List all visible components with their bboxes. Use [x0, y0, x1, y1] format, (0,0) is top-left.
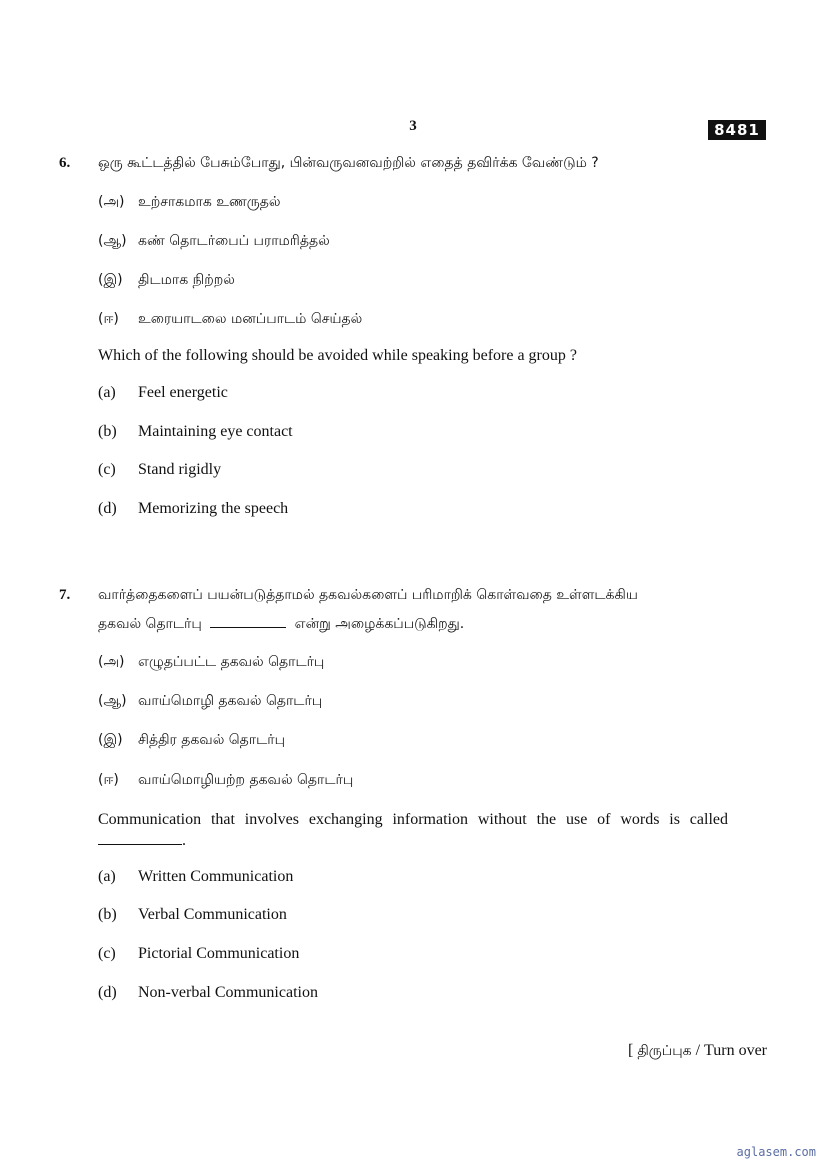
- question-7-tamil-option-a: [98, 654, 324, 672]
- question-7-tamil-text-line2: [98, 616, 464, 634]
- option-text: திடமாக நிற்றல்: [138, 272, 235, 288]
- page-number: 3: [409, 118, 417, 134]
- question-6-tamil-option-d: [98, 311, 362, 329]
- option-text: Stand rigidly: [138, 461, 222, 478]
- option-text: Non-verbal Communication: [138, 984, 318, 1001]
- option-text: சித்திர தகவல் தொடர்பு: [138, 732, 285, 748]
- option-label: (ஈ): [98, 311, 119, 327]
- turn-over-tamil: திருப்புக: [637, 1043, 692, 1059]
- option-text: Written Communication: [138, 868, 294, 885]
- option-text: Maintaining eye contact: [138, 423, 293, 440]
- question-6-tamil-text: ஒரு கூட்டத்தில் பேசும்போது, பின்வருவனவற்றில் எதைத் தவிர்க்க வேண்டும் ?: [98, 155, 599, 171]
- turn-over-note: [628, 1042, 767, 1061]
- answer-blank: [210, 626, 286, 628]
- question-6-english-option-b: [98, 423, 293, 441]
- question-7-number: 7.: [59, 587, 71, 603]
- option-text: கண் தொடர்பைப் பராமரித்தல்: [138, 233, 330, 249]
- question-6-number: 6.: [59, 155, 71, 171]
- turn-over-separator: /: [691, 1042, 705, 1059]
- watermark-text: aglasem.com: [736, 1145, 816, 1159]
- turn-over-bracket: [: [628, 1042, 634, 1059]
- option-label: (b): [98, 906, 117, 923]
- option-label: (c): [98, 461, 116, 478]
- question-7-tamil-option-d: [98, 772, 353, 790]
- turn-over-english: Turn over: [704, 1042, 767, 1059]
- option-label: (b): [98, 423, 117, 440]
- option-label: (c): [98, 945, 116, 962]
- option-label: (a): [98, 868, 116, 885]
- question-7-english-option-a: [98, 868, 293, 886]
- option-text: Feel energetic: [138, 384, 228, 401]
- question-7-english-text-line1: Communication that involves exchanging information without the use of words is called: [98, 811, 728, 828]
- question-7-english-option-c: [98, 945, 299, 963]
- option-label: (d): [98, 984, 117, 1001]
- question-7-english-option-b: [98, 906, 287, 924]
- option-label: (அ): [98, 654, 125, 670]
- option-text: Memorizing the speech: [138, 500, 289, 517]
- option-label: (இ): [98, 272, 123, 288]
- question-7-tamil-text-after-blank: என்று அழைக்கப்படுகிறது.: [294, 616, 465, 632]
- option-label: (ஆ): [98, 233, 127, 249]
- option-text: வாய்மொழியற்ற தகவல் தொடர்பு: [138, 772, 354, 788]
- question-7-english-text-end: .: [182, 832, 186, 849]
- option-label: (ஈ): [98, 772, 119, 788]
- option-text: Pictorial Communication: [138, 945, 300, 962]
- question-6-english-option-c: [98, 461, 221, 479]
- question-7-tamil-option-b: [98, 693, 322, 711]
- option-text: வாய்மொழி தகவல் தொடர்பு: [138, 693, 323, 709]
- question-6-english-option-a: [98, 384, 228, 402]
- question-7-tamil-text-before-blank: தகவல் தொடர்பு: [98, 616, 202, 632]
- option-text: எழுதப்பட்ட தகவல் தொடர்பு: [138, 654, 325, 670]
- option-label: (a): [98, 384, 116, 401]
- question-6-english-option-d: [98, 500, 288, 518]
- option-text: உற்சாகமாக உணருதல்: [138, 194, 281, 210]
- option-label: (இ): [98, 732, 123, 748]
- question-6-english-text: Which of the following should be avoided while speaking before a group ?: [98, 347, 577, 364]
- question-7-english-option-d: [98, 984, 318, 1002]
- question-7-tamil-text-line1: வார்த்தைகளைப் பயன்படுத்தாமல் தகவல்களைப் பரிமாறிக் கொள்வதை உள்ளடக்கிய: [98, 587, 638, 603]
- question-7-english-text-line2: [98, 832, 186, 850]
- option-text: உரையாடலை மனப்பாடம் செய்தல்: [138, 311, 363, 327]
- paper-code-badge: 8481: [708, 120, 766, 140]
- option-label: (அ): [98, 194, 125, 210]
- question-7-tamil-option-c: [98, 732, 285, 750]
- option-text: Verbal Communication: [138, 906, 287, 923]
- option-label: (ஆ): [98, 693, 127, 709]
- question-6-tamil-option-b: [98, 233, 330, 251]
- option-label: (d): [98, 500, 117, 517]
- answer-blank: [98, 843, 182, 845]
- question-6-tamil-option-a: [98, 194, 280, 212]
- question-6-tamil-option-c: [98, 272, 235, 290]
